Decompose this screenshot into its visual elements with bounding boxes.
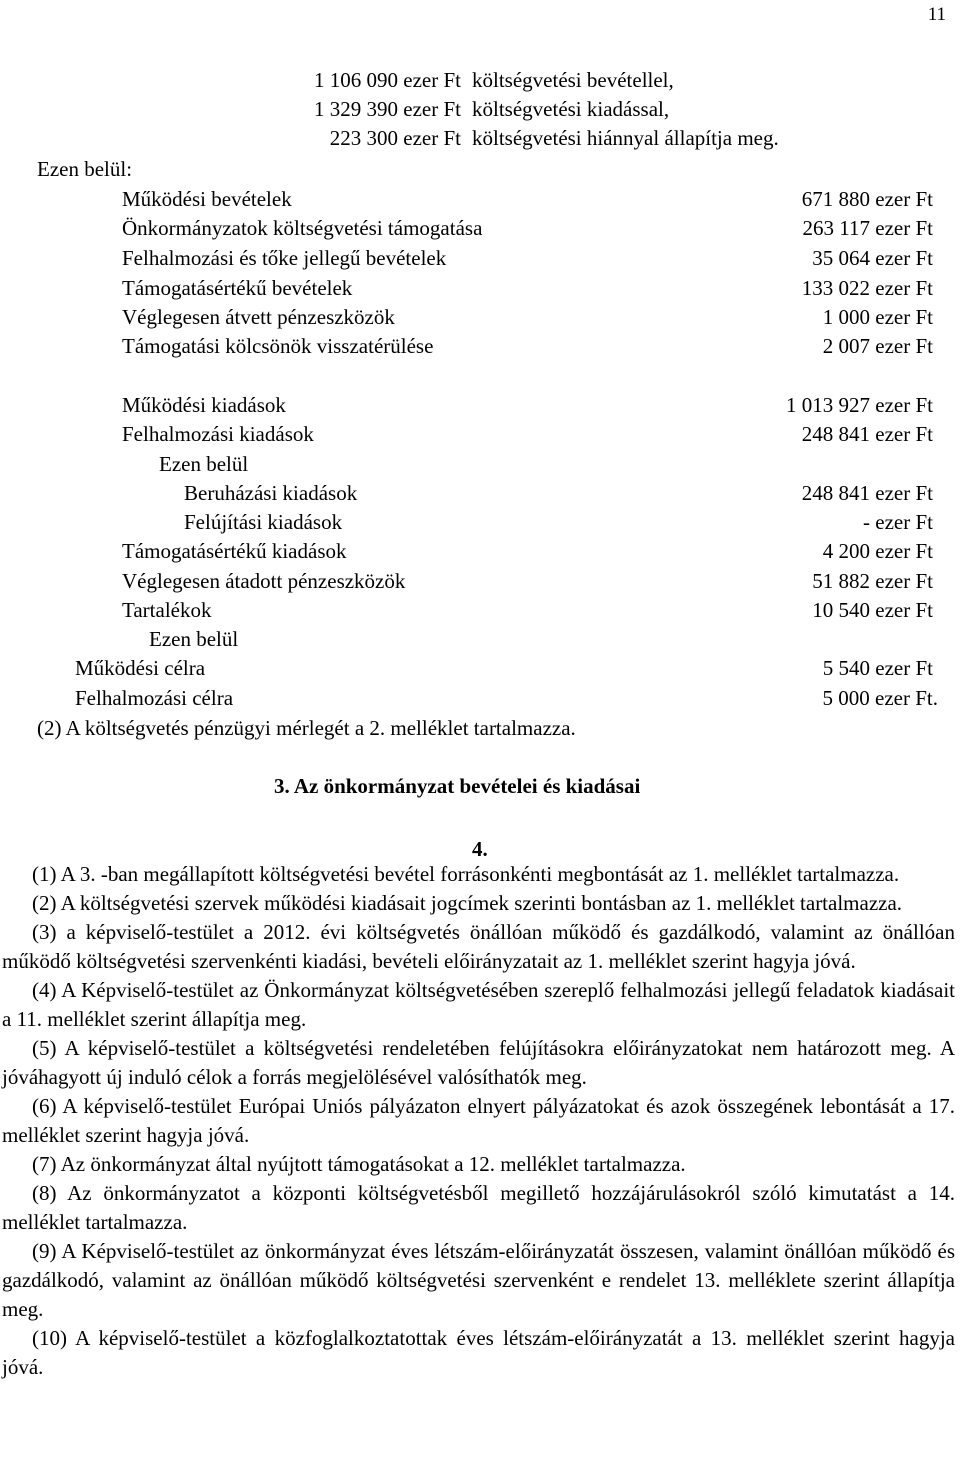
row-label: Felhalmozási célra — [75, 686, 234, 710]
row-value: 2 007 ezer Ft — [822, 334, 933, 358]
expense-row — [0, 596, 960, 625]
row-label: Véglegesen átvett pénzeszközök — [122, 305, 395, 329]
paragraph-item: (1) A 3. -ban megállapított költségvetési bevétel forrásonkénti megbontását az 1. melléklet tartalmazza. — [32, 862, 900, 886]
row-value: 35 064 ezer Ft — [812, 246, 933, 270]
paragraph-item: (10) A képviselő-testület a közfoglalkoztatottak éves létszám-előirányzatát a 13. melléklet szerint hagyja jóvá. — [2, 1326, 955, 1379]
summary-row-expense — [0, 95, 960, 124]
row-value: 263 117 ezer Ft — [802, 216, 933, 240]
expense-row — [0, 654, 960, 683]
expense-row — [0, 537, 960, 566]
row-label: Beruházási kiadások — [184, 481, 358, 505]
row-value: 248 841 ezer Ft — [801, 422, 933, 446]
row-label: Támogatásértékű bevételek — [122, 276, 353, 300]
revenue-row — [0, 185, 960, 214]
revenue-row — [0, 332, 960, 361]
row-label: Támogatásértékű kiadások — [122, 539, 347, 563]
revenue-row — [0, 274, 960, 303]
revenue-row — [0, 244, 960, 273]
heading-text: Ezen belül: — [37, 157, 133, 181]
note-text: (2) A költségvetés pénzügyi mérlegét a 2. melléklet tartalmazza. — [37, 716, 576, 740]
paragraph-body — [2, 860, 955, 1382]
summary-amount: 223 300 ezer Ft — [329, 126, 461, 150]
summary-row-deficit — [0, 124, 960, 153]
row-value: 51 882 ezer Ft — [812, 569, 933, 593]
section-title: 3. Az önkormányzat bevételei és kiadásai — [274, 774, 641, 798]
paragraph-item: (4) A Képviselő-testület az Önkormányzat költségvetésében szereplő felhalmozási jellegű feladatok kiadásait a 11. melléklet szerint állapítja meg. — [2, 978, 955, 1031]
row-label: Felújítási kiadások — [184, 510, 343, 534]
row-value: 10 540 ezer Ft — [812, 598, 933, 622]
row-label: Felhalmozási kiadások — [122, 422, 314, 446]
row-value: 671 880 ezer Ft — [801, 187, 933, 211]
row-label: Működési bevételek — [122, 187, 292, 211]
summary-text: költségvetési hiánnyal állapítja meg. — [472, 126, 779, 150]
expense-row — [0, 479, 960, 508]
row-value: 133 022 ezer Ft — [801, 276, 933, 300]
paragraph-item: (9) A Képviselő-testület az önkormányzat éves létszám-előirányzatát összesen, valamint önállóan működő és gazdálkodó, valamint az önállóan működő költségvetési szervenként e rendelet 13. melléklete szerint állapítja meg. — [2, 1239, 955, 1321]
expense-row — [0, 567, 960, 596]
budget-summary — [0, 66, 960, 153]
summary-row-revenue — [0, 66, 960, 95]
row-label: Működési kiadások — [122, 393, 286, 417]
row-value: 5 540 ezer Ft — [822, 656, 933, 680]
paragraph-number: 4. — [472, 837, 488, 861]
expense-row — [0, 508, 960, 537]
row-value: 5 000 ezer Ft. — [822, 686, 938, 710]
revenue-row — [0, 214, 960, 243]
summary-amount: 1 106 090 ezer Ft — [314, 68, 461, 92]
paragraph-item: (3) a képviselő-testület a 2012. évi költségvetés önállóan működő és gazdálkodó, valamint az önállóan működő költségvetési szervenkénti kiadási, bevételi előirányzatait az 1. melléklet szerint hagyja jóvá. — [2, 920, 955, 973]
row-label: Ezen belül — [149, 627, 239, 651]
paragraph-item: (7) Az önkormányzat által nyújtott támogatásokat a 12. melléklet tartalmazza. — [32, 1152, 686, 1176]
row-label: Önkormányzatok költségvetési támogatása — [122, 216, 483, 240]
revenue-row — [0, 303, 960, 332]
expense-subheading — [0, 450, 960, 479]
summary-text: költségvetési bevétellel, — [472, 68, 674, 92]
row-label: Ezen belül — [159, 452, 249, 476]
row-value: 248 841 ezer Ft — [801, 481, 933, 505]
row-label: Támogatási kölcsönök visszatérülése — [122, 334, 434, 358]
summary-amount: 1 329 390 ezer Ft — [314, 97, 461, 121]
row-value: 1 000 ezer Ft — [822, 305, 933, 329]
row-value: - ezer Ft — [863, 510, 933, 534]
expense-subheading — [0, 625, 960, 654]
paragraph-item: (8) Az önkormányzatot a központi költségvetésből megillető hozzájárulásokról szóló kimutatást a 14. melléklet tartalmazza. — [2, 1181, 955, 1234]
paragraph-item: (5) A képviselő-testület a költségvetési rendeletében felújításokra előirányzatokat nem határozott meg. A jóváhagyott új induló célok a forrás megjelölésével valósíthatók meg. — [2, 1036, 955, 1089]
row-value: 4 200 ezer Ft — [822, 539, 933, 563]
ezen-belul-heading — [0, 155, 960, 184]
page-number: 11 — [927, 4, 946, 25]
row-label: Tartalékok — [122, 598, 212, 622]
row-label: Működési célra — [75, 656, 206, 680]
row-label: Felhalmozási és tőke jellegű bevételek — [122, 246, 447, 270]
expense-row — [0, 420, 960, 449]
expense-row — [0, 391, 960, 420]
row-value: 1 013 927 ezer Ft — [786, 393, 933, 417]
balance-note — [0, 714, 960, 743]
row-label: Véglegesen átadott pénzeszközök — [122, 569, 406, 593]
summary-text: költségvetési kiadással, — [472, 97, 670, 121]
expense-row — [0, 684, 960, 713]
paragraph-item: (6) A képviselő-testület Európai Uniós pályázaton elnyert pályázatokat és azok összegének lebontását a 17. melléklet szerint hagyja jóvá. — [2, 1094, 955, 1147]
paragraph-item: (2) A költségvetési szervek működési kiadásait jogcímek szerinti bontásban az 1. melléklet tartalmazza. — [32, 891, 903, 915]
